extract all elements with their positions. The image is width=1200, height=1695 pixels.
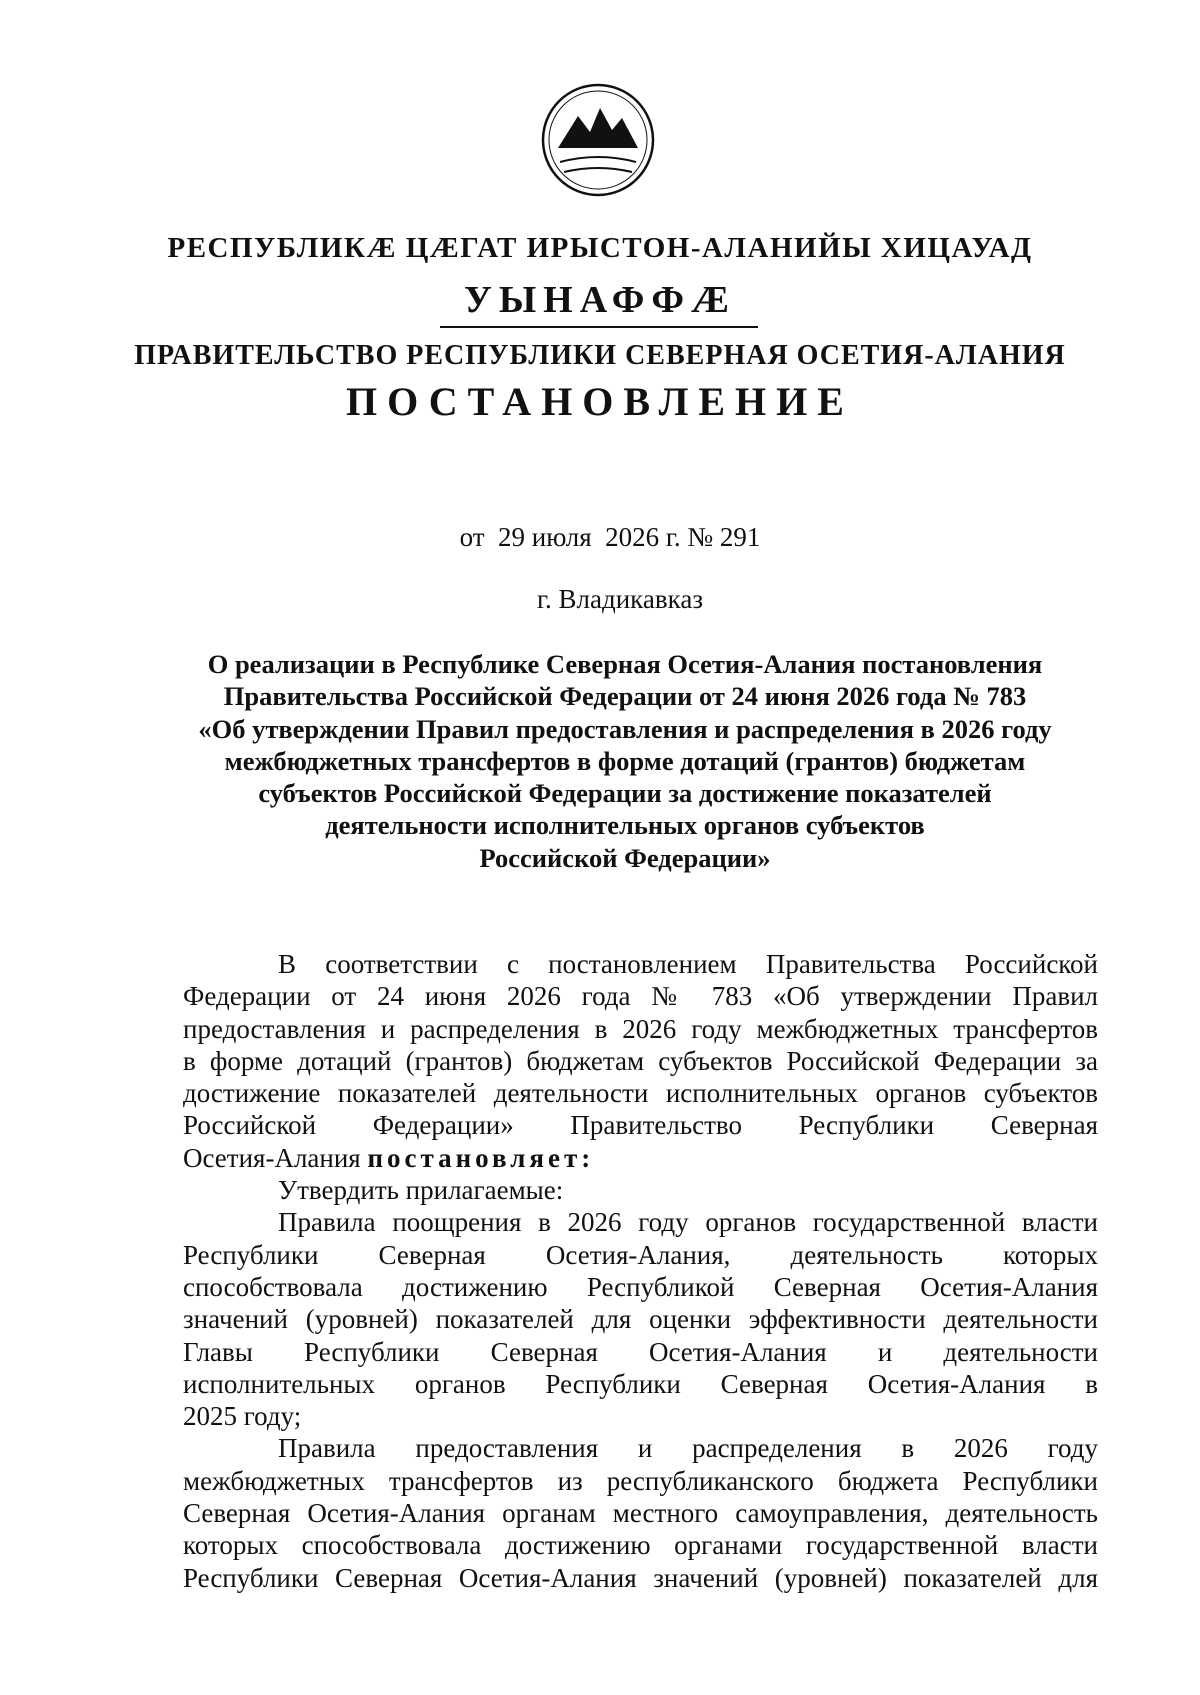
body-line: предоставления и распределения в 2026 году межбюджетных трансфертов <box>183 1013 1098 1044</box>
title-line: О реализации в Республике Северная Осетия-Алания постановления <box>207 649 1043 679</box>
decree-heading: ПОСТАНОВЛЕНИЕ <box>346 379 854 424</box>
body-line: значений (уровней) показателей для оценки эффективности деятельности <box>183 1304 1098 1335</box>
body-line: Утвердить прилагаемые: <box>278 1175 564 1206</box>
body-line: Российской Федерации» Правительство Республики Северная <box>183 1110 1098 1141</box>
body-text: Осетия-Алания <box>183 1142 361 1173</box>
body-line: которых способствовала достижению органами государственной власти <box>183 1530 1098 1561</box>
title-line: Правительства Российской Федерации от 24 июня 2026 года № 783 <box>223 681 1027 712</box>
body-line: в форме дотаций (грантов) бюджетам субъектов Российской Федерации за <box>183 1045 1098 1076</box>
body-line: достижение показателей деятельности исполнительных органов субъектов <box>183 1078 1098 1109</box>
body-line: 2025 году; <box>183 1401 302 1432</box>
body-line <box>183 1142 1098 1174</box>
emblem-placeholder-icon <box>540 82 656 198</box>
body-line: исполнительных органов Республики Северная Осетия-Алания в <box>183 1368 1098 1399</box>
header-divider <box>440 326 758 328</box>
title-line: «Об утверждении Правил предоставления и распределения в 2026 году <box>198 713 1052 744</box>
ossetian-government-heading: РЕСПУБЛИКÆ ЦÆГАТ ИРЫСТОН-АЛАНИЙЫ ХИЦАУАД <box>167 232 1033 264</box>
decree-verb: постановляет: <box>367 1142 595 1173</box>
decree-date-number: от 29 июля 2026 г. № 291 <box>459 522 761 552</box>
decree-title <box>150 648 1100 874</box>
body-line: Республики Северная Осетия-Алания значений (уровней) показателей для <box>183 1562 1098 1593</box>
title-line: межбюджетных трансфертов в форме дотаций (грантов) бюджетам <box>224 745 1026 776</box>
ossetian-decree-heading: УЫНАФФÆ <box>463 279 737 321</box>
body-line: Северная Осетия-Алания органам местного самоуправления, деятельность <box>183 1498 1098 1529</box>
body-line: Правила предоставления и распределения в 2026 году <box>278 1433 1098 1464</box>
decree-body <box>183 948 1098 1594</box>
body-line: Федерации от 24 июня 2026 года № 783 «Об утверждении Правил <box>183 981 1098 1012</box>
title-line: деятельности исполнительных органов субъектов <box>325 810 925 841</box>
body-line: Правила поощрения в 2026 году органов государственной власти <box>278 1207 1098 1238</box>
body-line: В соответствии с постановлением Правительства Российской <box>278 949 1098 979</box>
russian-government-heading: ПРАВИТЕЛЬСТВО РЕСПУБЛИКИ СЕВЕРНАЯ ОСЕТИЯ-АЛАНИЯ <box>134 340 1066 371</box>
decree-city: г. Владикавказ <box>537 584 703 614</box>
body-line: Республики Северная Осетия-Алания, деятельность которых <box>183 1239 1098 1270</box>
title-line: Российской Федерации» <box>479 842 771 873</box>
title-line: субъектов Российской Федерации за достижение показателей <box>258 778 992 809</box>
body-line: способствовала достижению Республикой Северная Осетия-Алания <box>183 1271 1098 1302</box>
body-line: Главы Республики Северная Осетия-Алания и деятельности <box>183 1336 1098 1367</box>
body-line: межбюджетных трансфертов из республиканского бюджета Республики <box>183 1465 1098 1496</box>
